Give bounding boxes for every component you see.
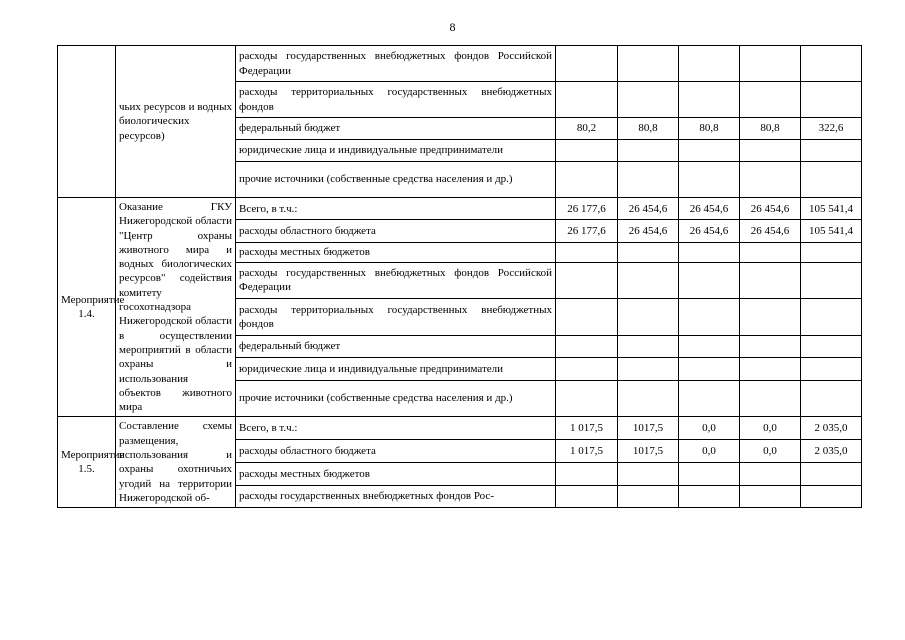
year-value-cell bbox=[679, 46, 740, 82]
year-value-cell bbox=[740, 462, 801, 485]
year-value-cell bbox=[618, 485, 679, 508]
year-value-cell bbox=[740, 262, 801, 299]
year-value-cell: 26 177,6 bbox=[556, 220, 618, 242]
year-value-cell bbox=[556, 82, 618, 118]
year-value-cell bbox=[740, 335, 801, 357]
budget-table bbox=[57, 45, 862, 508]
table-row bbox=[58, 46, 862, 82]
activity-label: Мероприятие 1.4. bbox=[58, 198, 116, 417]
total-value-cell: 2 035,0 bbox=[801, 440, 862, 463]
year-value-cell bbox=[679, 462, 740, 485]
year-value-cell bbox=[679, 380, 740, 417]
funding-source: Всего, в т.ч.: bbox=[236, 417, 556, 440]
year-value-cell: 0,0 bbox=[679, 417, 740, 440]
year-value-cell bbox=[556, 358, 618, 380]
year-value-cell bbox=[618, 380, 679, 417]
year-value-cell: 26 454,6 bbox=[740, 220, 801, 242]
total-value-cell bbox=[801, 485, 862, 508]
year-value-cell bbox=[679, 140, 740, 162]
total-value-cell: 105 541,4 bbox=[801, 220, 862, 242]
year-value-cell bbox=[556, 140, 618, 162]
total-value-cell bbox=[801, 335, 862, 357]
page-number: 8 bbox=[449, 20, 456, 34]
year-value-cell: 1 017,5 bbox=[556, 417, 618, 440]
total-value-cell bbox=[801, 162, 862, 198]
year-value-cell bbox=[618, 82, 679, 118]
year-value-cell bbox=[618, 299, 679, 336]
year-value-cell bbox=[618, 462, 679, 485]
year-value-cell bbox=[679, 262, 740, 299]
year-value-cell: 26 454,6 bbox=[618, 198, 679, 220]
total-value-cell bbox=[801, 82, 862, 118]
total-value-cell bbox=[801, 46, 862, 82]
funding-source: прочие источники (собственные средства населения и др.) bbox=[236, 162, 556, 198]
table-row bbox=[58, 417, 862, 440]
year-value-cell bbox=[740, 242, 801, 262]
year-value-cell: 80,8 bbox=[618, 118, 679, 140]
year-value-cell bbox=[618, 162, 679, 198]
year-value-cell: 26 454,6 bbox=[679, 220, 740, 242]
funding-source: прочие источники (собственные средства населения и др.) bbox=[236, 380, 556, 417]
funding-source: расходы государственных внебюджетных фондов Российской Федерации bbox=[236, 46, 556, 82]
year-value-cell bbox=[740, 358, 801, 380]
funding-source: расходы территориальных государственных внебюджетных фондов bbox=[236, 82, 556, 118]
year-value-cell: 0,0 bbox=[679, 440, 740, 463]
total-value-cell bbox=[801, 262, 862, 299]
year-value-cell bbox=[679, 335, 740, 357]
total-value-cell bbox=[801, 358, 862, 380]
year-value-cell bbox=[556, 299, 618, 336]
funding-source: расходы местных бюджетов bbox=[236, 242, 556, 262]
year-value-cell bbox=[556, 462, 618, 485]
year-value-cell bbox=[679, 242, 740, 262]
year-value-cell bbox=[740, 140, 801, 162]
year-value-cell bbox=[556, 46, 618, 82]
total-value-cell: 105 541,4 bbox=[801, 198, 862, 220]
year-value-cell: 0,0 bbox=[740, 417, 801, 440]
year-value-cell: 1017,5 bbox=[618, 417, 679, 440]
year-value-cell: 26 454,6 bbox=[740, 198, 801, 220]
total-value-cell bbox=[801, 242, 862, 262]
activity-description: Оказание ГКУ Нижегородской области "Центр охраны животного мира и водных биологических ресурсов" содействия комитету госохотнадзора Нижегородской области в осуществлении мероприятий в области охраны и использования объектов животного мира bbox=[116, 198, 236, 417]
year-value-cell bbox=[740, 162, 801, 198]
year-value-cell bbox=[618, 140, 679, 162]
year-value-cell: 80,2 bbox=[556, 118, 618, 140]
year-value-cell bbox=[740, 299, 801, 336]
funding-source: федеральный бюджет bbox=[236, 118, 556, 140]
funding-source: расходы государственных внебюджетных фондов Рос- bbox=[236, 485, 556, 508]
total-value-cell bbox=[801, 140, 862, 162]
year-value-cell bbox=[740, 485, 801, 508]
year-value-cell: 80,8 bbox=[740, 118, 801, 140]
year-value-cell bbox=[556, 242, 618, 262]
year-value-cell bbox=[618, 335, 679, 357]
year-value-cell bbox=[618, 46, 679, 82]
year-value-cell bbox=[618, 242, 679, 262]
year-value-cell bbox=[679, 162, 740, 198]
year-value-cell bbox=[679, 299, 740, 336]
funding-source: юридические лица и индивидуальные предприниматели bbox=[236, 140, 556, 162]
budget-table-body bbox=[58, 46, 862, 508]
activity-description: Составление схемы размещения, использования и охраны охотничьих угодий на территории Нижегородской об- bbox=[116, 417, 236, 508]
year-value-cell: 0,0 bbox=[740, 440, 801, 463]
total-value-cell bbox=[801, 462, 862, 485]
funding-source: расходы государственных внебюджетных фондов Российской Федерации bbox=[236, 262, 556, 299]
year-value-cell: 26 454,6 bbox=[618, 220, 679, 242]
activity-label bbox=[58, 46, 116, 198]
year-value-cell: 1017,5 bbox=[618, 440, 679, 463]
year-value-cell bbox=[556, 162, 618, 198]
year-value-cell bbox=[679, 485, 740, 508]
year-value-cell bbox=[618, 358, 679, 380]
year-value-cell: 26 177,6 bbox=[556, 198, 618, 220]
funding-source: юридические лица и индивидуальные предприниматели bbox=[236, 358, 556, 380]
year-value-cell bbox=[618, 262, 679, 299]
funding-source: расходы территориальных государственных внебюджетных фондов bbox=[236, 299, 556, 336]
activity-label: Мероприятие 1.5. bbox=[58, 417, 116, 508]
total-value-cell: 322,6 bbox=[801, 118, 862, 140]
table-row bbox=[58, 198, 862, 220]
year-value-cell bbox=[556, 335, 618, 357]
year-value-cell bbox=[556, 380, 618, 417]
funding-source: расходы областного бюджета bbox=[236, 440, 556, 463]
year-value-cell bbox=[556, 485, 618, 508]
total-value-cell bbox=[801, 380, 862, 417]
activity-description: чьих ресурсов и водных биологических ресурсов) bbox=[116, 46, 236, 198]
year-value-cell bbox=[556, 262, 618, 299]
year-value-cell bbox=[740, 46, 801, 82]
year-value-cell: 80,8 bbox=[679, 118, 740, 140]
year-value-cell bbox=[679, 82, 740, 118]
year-value-cell: 26 454,6 bbox=[679, 198, 740, 220]
funding-source: федеральный бюджет bbox=[236, 335, 556, 357]
year-value-cell bbox=[679, 358, 740, 380]
year-value-cell bbox=[740, 380, 801, 417]
total-value-cell: 2 035,0 bbox=[801, 417, 862, 440]
total-value-cell bbox=[801, 299, 862, 336]
funding-source: расходы местных бюджетов bbox=[236, 462, 556, 485]
year-value-cell bbox=[740, 82, 801, 118]
funding-source: расходы областного бюджета bbox=[236, 220, 556, 242]
funding-source: Всего, в т.ч.: bbox=[236, 198, 556, 220]
year-value-cell: 1 017,5 bbox=[556, 440, 618, 463]
